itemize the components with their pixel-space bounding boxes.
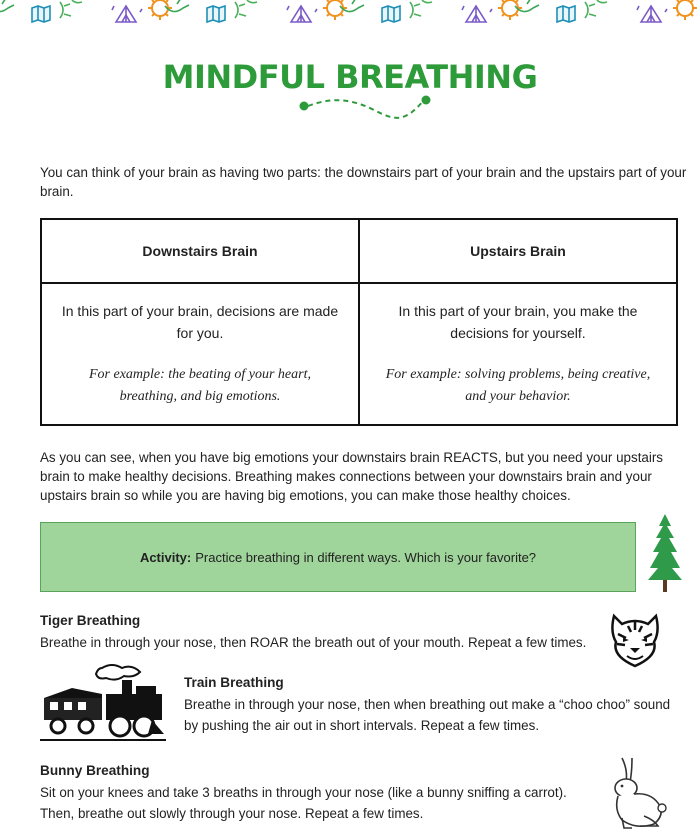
steam-train-icon bbox=[40, 664, 166, 746]
header-upstairs-brain: Upstairs Brain bbox=[359, 219, 677, 283]
bunny-breathing-text: Sit on your knees and take 3 breaths in through your nose (like a bunny sniffing a carrot). Then, breathe out slowly through your nose. Repeat a few times. bbox=[40, 785, 567, 821]
activity-text: Practice breathing in different ways. Which is your favorite? bbox=[195, 549, 537, 565]
brain-comparison-table bbox=[40, 218, 678, 426]
pine-tree-icon bbox=[648, 514, 682, 594]
header-downstairs-brain: Downstairs Brain bbox=[41, 219, 359, 283]
upstairs-brain-cell bbox=[359, 283, 677, 425]
vine-icon bbox=[60, 0, 82, 18]
decorative-border bbox=[0, 0, 700, 30]
downstairs-description: In this part of your brain, decisions are made for you. bbox=[61, 303, 339, 341]
downstairs-example: For example: the beating of your heart, breathing, and big emotions. bbox=[88, 367, 311, 404]
upstairs-description: In this part of your brain, you make the decisions for yourself. bbox=[398, 303, 638, 341]
activity-box bbox=[40, 522, 636, 592]
train-breathing-text: Breathe in through your nose, then when breathing out make a “choo choo” sound by pushing the air out in short intervals. Repeat a few times. bbox=[184, 697, 671, 733]
explanation-paragraph: As you can see, when you have big emotions your downstairs brain REACTS, but you need your upstairs brain to make healthy decisions. Breathing makes connections between your downstairs brain and your upstairs brain so while you are having big emotions, you can make those healthy choices. bbox=[40, 450, 663, 503]
leaf-icon bbox=[0, 0, 14, 12]
title-underline-squiggle bbox=[294, 94, 434, 126]
tiger-face-icon bbox=[608, 612, 662, 668]
activity-label: Activity: bbox=[139, 549, 192, 565]
map-icon bbox=[32, 6, 50, 22]
bunny-icon bbox=[604, 756, 670, 832]
intro-paragraph: You can think of your brain as having two parts: the downstairs part of your brain and the upstairs part of your brain. bbox=[40, 165, 687, 199]
downstairs-brain-cell bbox=[41, 283, 359, 425]
upstairs-example: For example: solving problems, being creative, and your behavior. bbox=[385, 367, 651, 404]
tiger-breathing-title: Tiger Breathing bbox=[40, 613, 141, 628]
train-breathing-title: Train Breathing bbox=[184, 675, 284, 690]
tiger-breathing-text: Breathe in through your nose, then ROAR the breath out of your mouth. Repeat a few times. bbox=[40, 635, 587, 650]
page-title: MINDFUL BREATHING bbox=[162, 58, 538, 96]
tent-icon bbox=[112, 6, 142, 22]
bunny-breathing-title: Bunny Breathing bbox=[40, 763, 150, 778]
